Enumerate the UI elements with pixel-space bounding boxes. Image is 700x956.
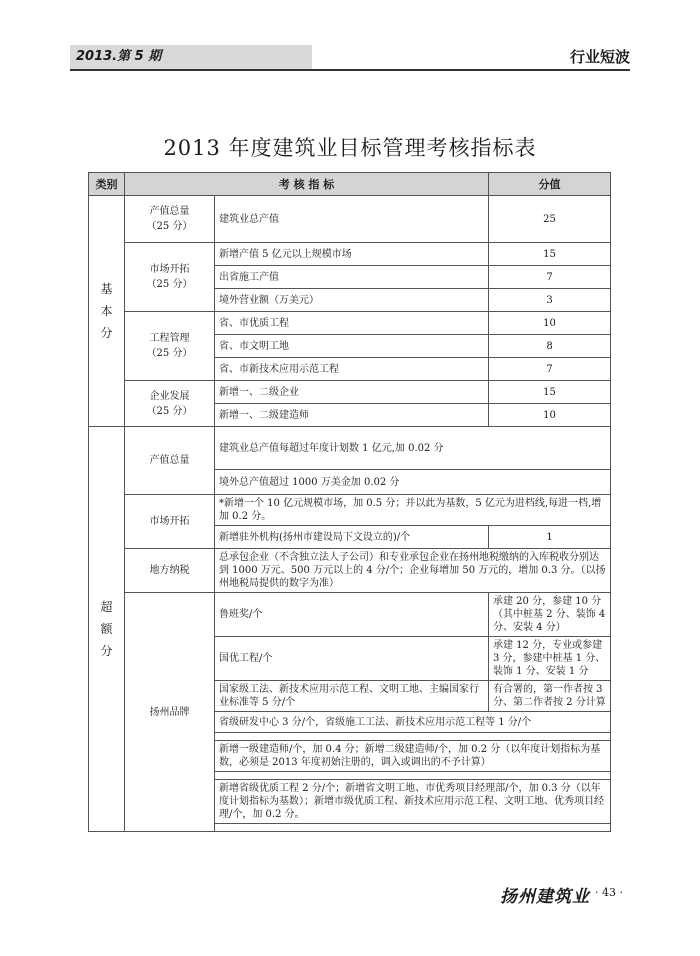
header-category: 类别 bbox=[89, 173, 125, 196]
extra-category: 超 额 分 bbox=[89, 427, 125, 832]
indicator-cell: 省、市优质工程 bbox=[215, 312, 489, 335]
table-row bbox=[89, 593, 611, 637]
spacer-cell bbox=[215, 824, 611, 832]
group-name: 工程管理 （25 分） bbox=[125, 312, 215, 381]
indicator-cell: 新增一、二级建造师 bbox=[215, 404, 489, 427]
score-cell: 1 bbox=[489, 526, 611, 549]
issue-label: 2013.第 5 期 bbox=[70, 45, 312, 69]
score-cell: 10 bbox=[489, 312, 611, 335]
indicator-cell: 建筑业总产值每超过年度计划数 1 亿元,加 0.02 分 bbox=[215, 427, 611, 470]
indicator-cell: 新增产值 5 亿元以上规模市场 bbox=[215, 243, 489, 266]
group-name: 企业发展 （25 分） bbox=[125, 381, 215, 427]
indicator-cell: 境外营业额（万美元） bbox=[215, 289, 489, 312]
table-header-row bbox=[89, 173, 611, 196]
indicator-table bbox=[88, 172, 611, 832]
indicator-cell: 境外总产值超过 1000 万美金加 0.02 分 bbox=[215, 470, 611, 495]
score-cell: 有合署的，第一作者按 3 分、第二作者按 2 分计算 bbox=[489, 681, 611, 712]
header-rule bbox=[70, 69, 630, 71]
group-name: 市场开拓 （25 分） bbox=[125, 243, 215, 312]
score-cell: 10 bbox=[489, 404, 611, 427]
indicator-cell: 新增驻外机构(扬州市建设局下文设立的)/个 bbox=[215, 526, 489, 549]
table-row bbox=[89, 549, 611, 593]
header-indicator: 考 核 指 标 bbox=[125, 173, 489, 196]
indicator-cell: 省、市新技术应用示范工程 bbox=[215, 358, 489, 381]
page-title: 2013 年度建筑业目标管理考核指标表 bbox=[163, 136, 537, 160]
group-name: 扬州品牌 bbox=[125, 593, 215, 832]
page-footer bbox=[500, 882, 640, 912]
indicator-cell: 建筑业总产值 bbox=[215, 196, 489, 243]
score-cell: 25 bbox=[489, 196, 611, 243]
footer-logo: 扬州建筑业 bbox=[500, 887, 590, 907]
indicator-cell: 出省施工产值 bbox=[215, 266, 489, 289]
score-cell: 7 bbox=[489, 266, 611, 289]
indicator-cell: 省、市文明工地 bbox=[215, 335, 489, 358]
table-row bbox=[89, 243, 611, 266]
indicator-cell: 新增一级建造师/个，加 0.4 分；新增二级建造师/个，加 0.2 分（以年度计划指标为基数，必须是 2013 年度初始注册的，调入或调出的不予计算） bbox=[215, 741, 611, 772]
table-row bbox=[89, 427, 611, 470]
group-name: 市场开拓 bbox=[125, 495, 215, 549]
indicator-cell: 新增一、二级企业 bbox=[215, 381, 489, 404]
spacer-cell bbox=[215, 772, 611, 780]
score-cell: 承建 20 分，参建 10 分（其中桩基 2 分、装饰 4 分、安装 4 分） bbox=[489, 593, 611, 637]
score-cell: 15 bbox=[489, 243, 611, 266]
indicator-cell: 国家级工法、新技术应用示范工程、文明工地、主编国家行业标准等 5 分/个 bbox=[215, 681, 489, 712]
table-row bbox=[89, 381, 611, 404]
spacer-cell bbox=[215, 733, 611, 741]
indicator-cell: 国优工程/个 bbox=[215, 637, 489, 681]
group-name: 产值总量 bbox=[125, 427, 215, 495]
score-cell: 7 bbox=[489, 358, 611, 381]
group-name: 产值总量 （25 分） bbox=[125, 196, 215, 243]
indicator-cell: 鲁班奖/个 bbox=[215, 593, 489, 637]
page-number: · 43 · bbox=[595, 886, 623, 899]
group-name: 地方纳税 bbox=[125, 549, 215, 593]
score-cell: 3 bbox=[489, 289, 611, 312]
basic-category: 基 本 分 bbox=[89, 196, 125, 427]
header-score: 分值 bbox=[489, 173, 611, 196]
score-cell: 15 bbox=[489, 381, 611, 404]
indicator-cell: 省级研发中心 3 分/个，省级施工工法、新技术应用示范工程等 1 分/个 bbox=[215, 712, 611, 733]
table-row bbox=[89, 196, 611, 243]
section-label: 行业短波 bbox=[569, 48, 630, 66]
score-cell: 8 bbox=[489, 335, 611, 358]
table-row bbox=[89, 312, 611, 335]
indicator-cell: 新增省级优质工程 2 分/个；新增省文明工地、市优秀项目经理部/个，加 0.3 分（以年度计划指标为基数）；新增市级优质工程、新技术应用示范工程、文明工地、优秀项目经理/个，加 0.2 分。 bbox=[215, 780, 611, 824]
page-header bbox=[70, 45, 630, 71]
table-row bbox=[89, 495, 611, 526]
indicator-cell: 总承包企业（不含独立法人子公司）和专业承包企业在扬州地税缴纳的入库税收分别达到 1000 万元、500 万元以上的 4 分/个；企业每增加 50 万元的，增加 0.3 分。（以扬州地税局提供的数字为准） bbox=[215, 549, 611, 593]
indicator-cell: *新增一个 10 亿元规模市场，加 0.5 分；并以此为基数，5 亿元为进档线,每进一档,增加 0.2 分。 bbox=[215, 495, 611, 526]
score-cell: 承建 12 分，专业或参建 3 分，参建中桩基 1 分、装饰 1 分、安装 1 分 bbox=[489, 637, 611, 681]
